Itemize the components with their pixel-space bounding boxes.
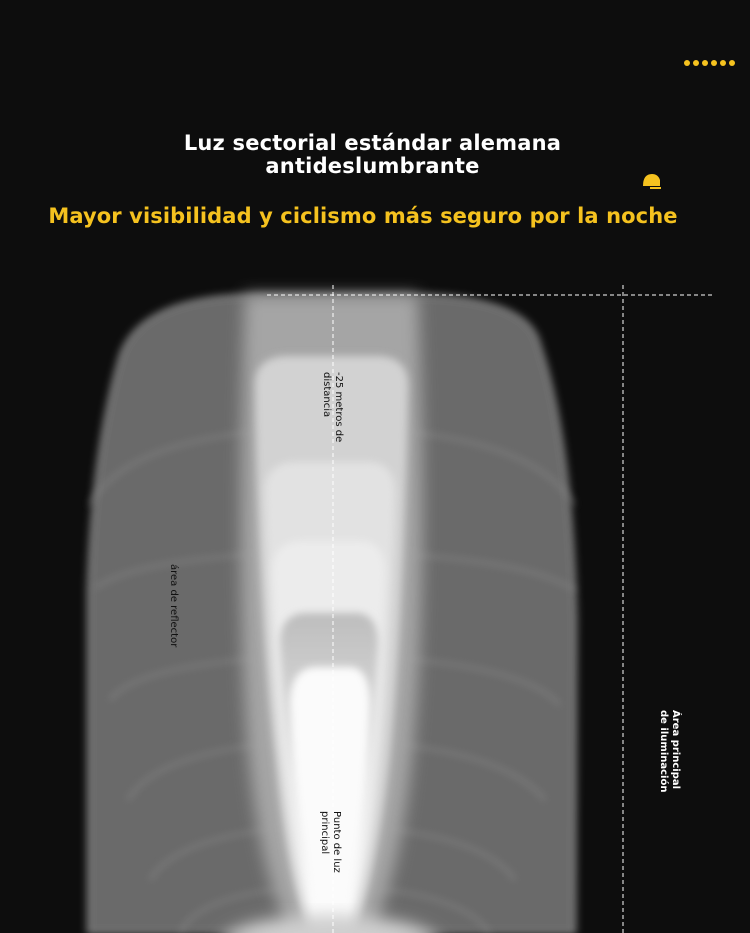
distance-label: -25 metros de distancia (321, 372, 344, 443)
title-line-2: antideslumbrante (265, 154, 480, 178)
page-subtitle: Mayor visibilidad y ciclismo más seguro por la noche (48, 204, 678, 228)
main-area-label: Área principal de iluminación (658, 710, 681, 793)
title-line-1: Luz sectorial estándar alemana (183, 131, 562, 155)
main-spot-label: Punto de luz principal (319, 811, 342, 873)
reflector-label: área de reflector (168, 564, 179, 648)
